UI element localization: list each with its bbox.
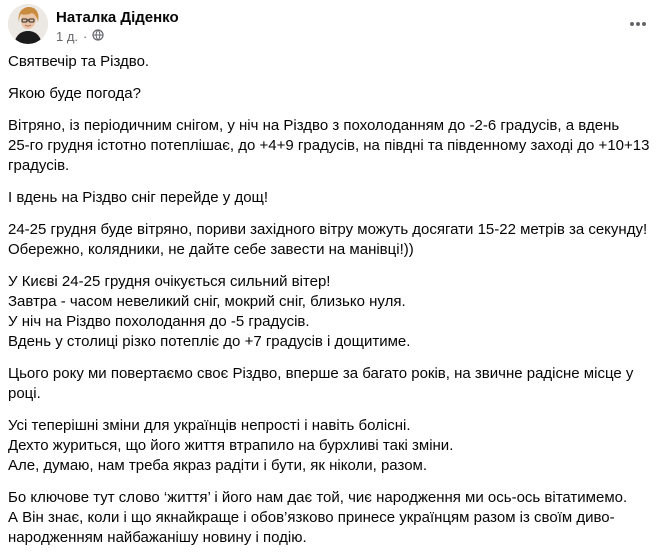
post-text-line: У Києві 24-25 грудня очікується сильний вітер! (8, 273, 331, 290)
post-text-line: народженням найбажанішу новину і подію. (8, 529, 307, 546)
post-text-line: І вдень на Різдво сніг перейде у дощ! (8, 189, 269, 206)
meta-separator: · (83, 29, 88, 44)
post-paragraph (8, 364, 656, 404)
post-text-line: Усі теперішні зміни для українців непрості і навіть болісні. (8, 417, 411, 434)
post-text (8, 52, 656, 560)
post-text-line: Завтра - часом невеликий сніг, мокрий сніг, близько нуля. (8, 293, 406, 310)
author-name[interactable]: Наталка Діденко (56, 9, 179, 26)
post-text-line: Дехто журиться, що його життя втрапило на бурхливі такі зміни. (8, 437, 454, 454)
post-text-line: Бо ключове тут слово ‘життя’ і його нам дає той, чиє народження ми ось-ось вітатимемо. (8, 489, 628, 506)
post-paragraph (8, 188, 656, 208)
globe-icon[interactable] (92, 29, 104, 44)
post-paragraph (8, 416, 656, 476)
post-paragraph (8, 84, 656, 104)
post-time[interactable]: 1 д. (56, 29, 79, 44)
post-header (8, 4, 656, 48)
post-paragraph (8, 488, 656, 548)
post-text-line: Вдень у столиці різко потепліє до +7 градусів і дощитиме. (8, 333, 411, 350)
post-text-line: році. (8, 385, 41, 402)
post-paragraph (8, 52, 656, 72)
post-paragraph (8, 220, 656, 260)
post-text-line: Цього року ми повертаємо своє Різдво, вперше за багато років, на звичне радісне місце у (8, 365, 634, 382)
post-text-line: Обережно, колядники, не дайте себе завести на манівці!)) (8, 241, 414, 258)
post-text-line: 24-25 грудня буде вітряно, пориви західного вітру можуть досягати 15-22 метрів за секунду! (8, 221, 648, 238)
post-text-line: У ніч на Різдво похолодання до -5 градусів. (8, 313, 310, 330)
post-menu-button[interactable] (620, 6, 656, 42)
post-meta (56, 29, 104, 44)
more-horizontal-icon (628, 14, 648, 34)
post-text-line: 25-го грудня істотно потеплішає, до +4+9 градусів, на півдні та південному заході до +10+13 (8, 137, 650, 154)
post-text-line: Святвечір та Різдво. (8, 53, 150, 70)
post-text-line: Вітряно, із періодичним снігом, у ніч на Різдво з похолоданням до -2-6 градусів, а вдень (8, 117, 620, 134)
post-text-line: Якою буде погода? (8, 85, 141, 102)
post-paragraph (8, 272, 656, 352)
post-paragraph (8, 116, 656, 176)
avatar[interactable] (8, 4, 48, 44)
post-text-line: Але, думаю, нам треба якраз радіти і бути, як ніколи, разом. (8, 457, 428, 474)
post-text-line: градусів. (8, 157, 70, 174)
post-text-line: А Він знає, коли і що якнайкраще і обов’язково принесе українцям разом із своїм диво- (8, 509, 615, 526)
avatar-photo-icon (8, 4, 48, 44)
